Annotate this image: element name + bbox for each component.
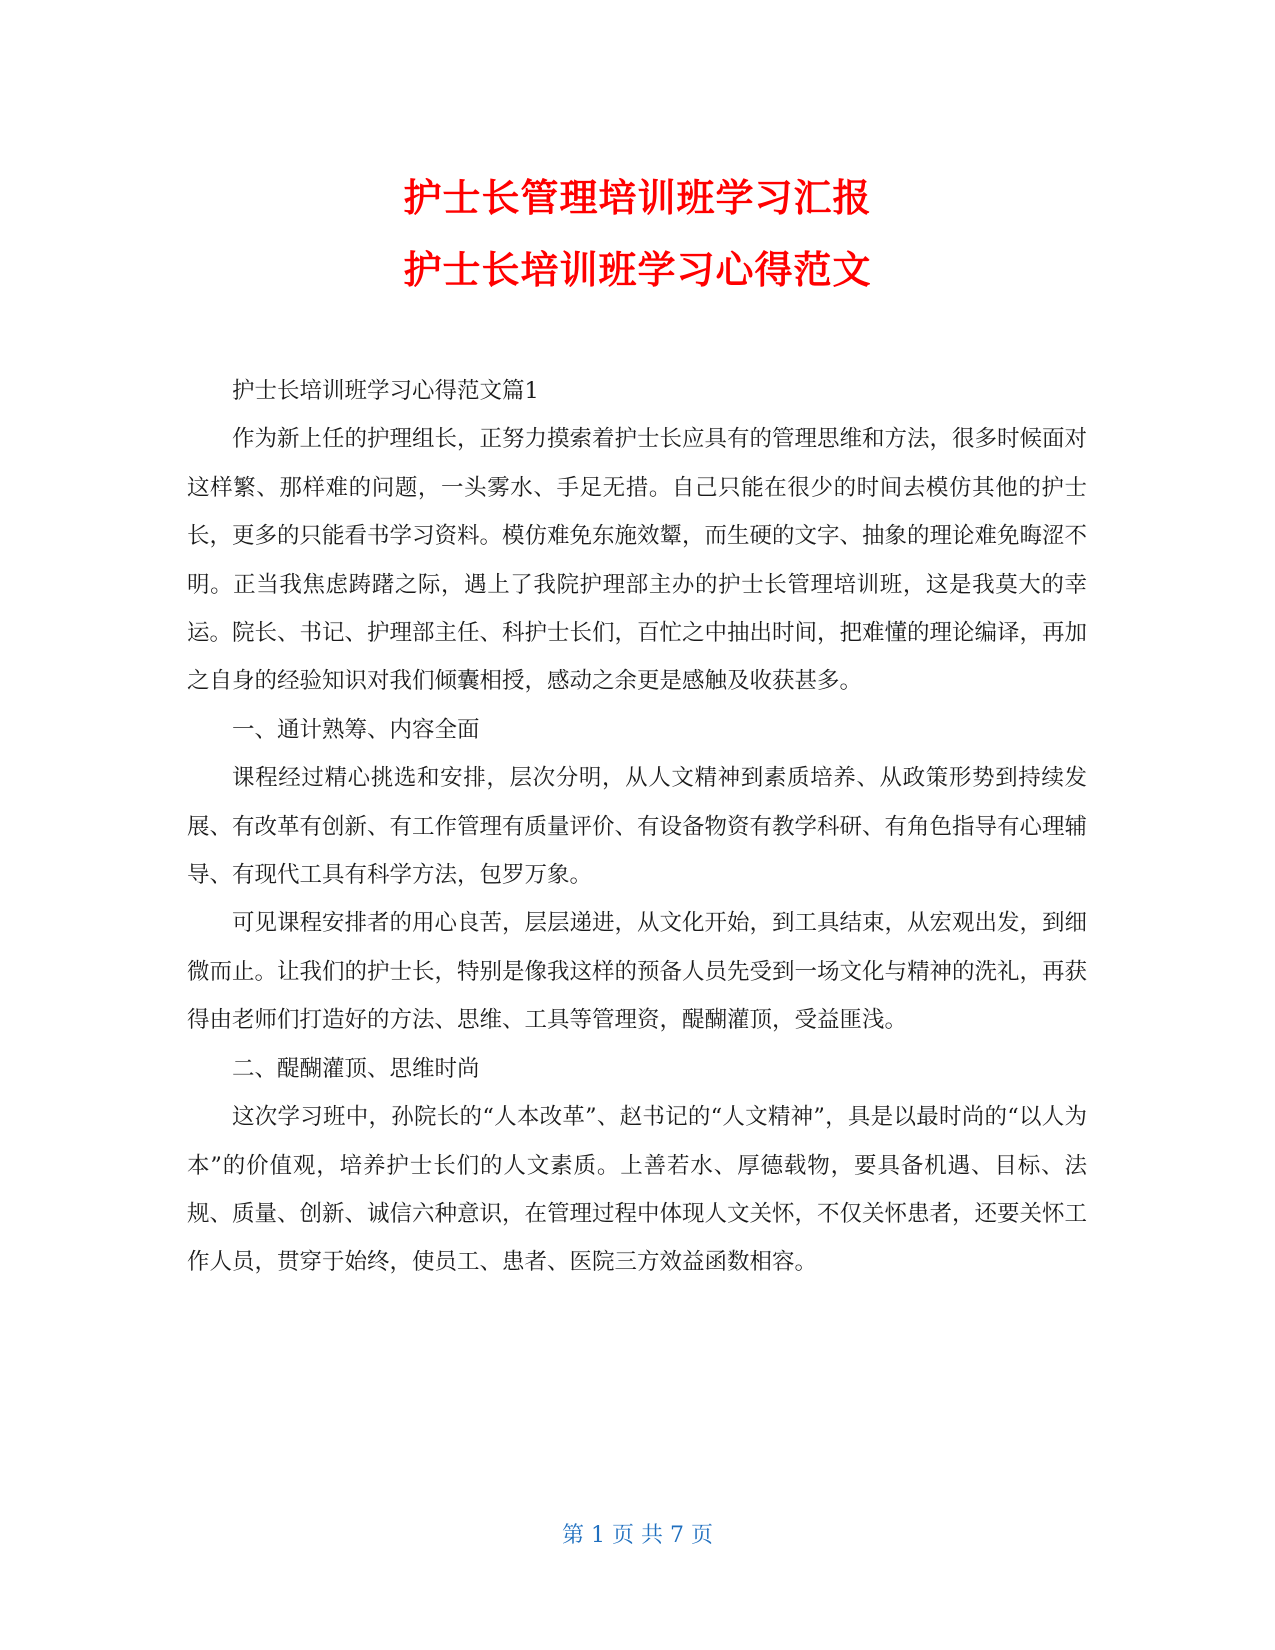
body-paragraph: 可见课程安排者的用心良苦，层层递进，从文化开始，到工具结束，从宏观出发，到细微而止。让我们的护士长，特别是像我这样的预备人员先受到一场文化与精神的洗礼，再获得由老师们打造好的方法、思维、工具等管理资，醍醐灌顶，受益匪浅。 <box>187 910 1088 1034</box>
section-heading: 护士长培训班学习心得范文篇1 <box>232 378 539 404</box>
document-body <box>187 367 1087 1287</box>
title-line-2: 护士长培训班学习心得范文 <box>403 248 872 292</box>
document-title <box>0 162 1275 306</box>
section-heading: 一、通计熟筹、内容全面 <box>232 716 480 743</box>
page-number: 第 1 页 共 7 页 <box>562 1523 713 1548</box>
title-line-1: 护士长管理培训班学习汇报 <box>403 176 872 220</box>
body-paragraph: 作为新上任的护理组长，正努力摸索着护士长应具有的管理思维和方法，很多时候面对这样繁、那样难的问题，一头雾水、手足无措。自己只能在很少的时间去模仿其他的护士长，更多的只能看书学习资料。模仿难免东施效颦，而生硬的文字、抽象的理论难免晦涩不明。正当我焦虑踌躇之际，遇上了我院护理部主办的护士长管理培训班，这是我莫大的幸运。院长、书记、护理部主任、科护士长们，百忙之中抽出时间，把难懂的理论编译，再加之自身的经验知识对我们倾囊相授，感动之余更是感触及收获甚多。 <box>187 426 1088 695</box>
body-paragraph: 这次学习班中，孙院长的“人本改革”、赵书记的“人文精神”，具是以最时尚的“以人为本”的价值观，培养护士长们的人文素质。上善若水、厚德载物，要具备机遇、目标、法规、质量、创新、诚信六种意识，在管理过程中体现人文关怀，不仅关怀患者，还要关怀工作人员，贯穿于始终，使员工、患者、医院三方效益函数相容。 <box>187 1104 1088 1276</box>
body-paragraph: 课程经过精心挑选和安排，层次分明，从人文精神到素质培养、从政策形势到持续发展、有改革有创新、有工作管理有质量评价、有设备物资有教学科研、有角色指导有心理辅导、有现代工具有科学方法，包罗万象。 <box>187 765 1088 889</box>
section-heading: 二、醍醐灌顶、思维时尚 <box>232 1055 480 1082</box>
